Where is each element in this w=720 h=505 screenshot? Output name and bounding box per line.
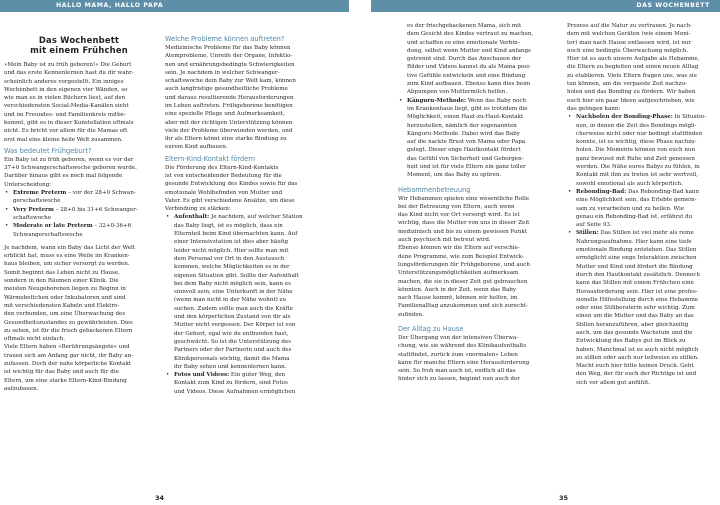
- heading-hebamme: Hebammenbetreuung: [398, 185, 471, 194]
- heading-alltag: Der Alltag zu Hause: [398, 325, 464, 333]
- list-item-text: Wenn das Baby noch im Krankenhaus liegt, gibt es trotzdem die Möglichkeit, einen Haut-zu-Haut-Kontakt herzustellen, nämlich der sogenannten Känguru-Methode. Dabei wird das Baby auf die nackte Brust von Mama oder Papa gelegt. Dieser enge Hautkontakt fördert das Gefühl von Sicherheit und Geborgen- heit und ist für viele Eltern ein ganz toller Moment, um das Baby zu spüren.: [407, 97, 528, 179]
- left-header-title: HALLO MAMA, HALLO PAPA: [56, 2, 164, 9]
- list-item-text: Das Stillen ist viel mehr als reine Nahrungsaufnahme. Hier kann eine tiefe emotionale Bindung entstehen. Das Stillen ermöglicht eine enge Interaktion zwischen Mutter und Kind und fördert die Bindung durch den Hautkontakt zusätzlich. Dennoch kann das Stillen mit einem Frühchen eine Herausforderung sein. Hier ist eine profes- sionelle Hilfestellung durch eine Hebamme oder eine Stillberaterin sehr wichtig. Zum einen um die Mutter und das Baby an das Stillen heranzuführen, aber gleichzeitig auch, um das gesunde Wachstum und die Entwicklung des Babys gut im Blick zu haben. Manchmal ist es auch nicht möglich zu stillen oder auch nur teilweise zu stillen. Macht euch hier bitte keinen Druck. Geht den Weg, der für euch der Richtige ist und sich vor allem gut anfühlt.: [576, 230, 700, 386]
- list-item-term: Rebonding-Bad:: [576, 188, 627, 195]
- list-item: [567, 188, 720, 229]
- list-item: [398, 97, 556, 180]
- bonding-list: [567, 113, 720, 387]
- left-page-column-1: [4, 22, 154, 393]
- list-item-term: Very Preterm: [13, 206, 54, 213]
- chapter-title: [4, 35, 154, 55]
- list-item: [165, 213, 333, 371]
- list-item-term: Nachholen der Bonding-Phase:: [576, 114, 673, 121]
- probleme-paragraph: Medizinische Probleme für das Baby können Atemprobleme, Unreife der Organe, Infektio- nen und ernährungsbedingte Schwierigkeiten sein. Je nachdem in welcher Schwanger- schaftswoche dein Baby zur Welt kam, können auch langfristige gesundheitliche Probleme und daraus resultierende Herausforderungen im Leben auftreten. Frühgeborene benötigen eine spezielle Pflege und Aufmerksamkeit, aber mit der richtigen Unterstützung können viele der Probleme überwunden werden, und ihr als Eltern könnt eine starke Bindung zu eurem Kind aufbauen.: [165, 44, 296, 151]
- preterm-list: [4, 189, 154, 239]
- list-item-term: Stillen:: [576, 230, 599, 237]
- list-item: [567, 113, 720, 188]
- chapter-title-line-2: mit einem Frühchen: [30, 45, 128, 55]
- left-page-header: [0, 0, 349, 12]
- list-item-text: Je nachdem, auf welcher Station das Baby liegt, ist es möglich, dass ein Elternteil beim Kind übernachten kann. Auf einer Intensivstation ist dies aber häufig leider nicht möglich. Hier sollte man mit dem Personal vor Ort in den Austausch kommen, welche Möglichkeiten es in der eigenen Situation gibt. Sollte der Aufenthalt bei dem Baby nicht möglich sein, kann es sinnvoll sein, eine Unterkunft in der Nähe (wenn man nicht in der Nähe wohnt) zu suchen. Zudem sollte man auch die Kräfte und den körperlichen Zustand von dir als Mutter nicht vergessen. Der Körper ist von der Geburt, egal wie du entbunden hast, geschwächt. So ist die Unterstützung des Partners oder der Partnerin und auch des Klinikpersonals wichtig, damit die Mama ihr Baby sehen und kennenlernen kann.: [174, 214, 303, 370]
- page-number-left: 34: [155, 494, 165, 502]
- heading-probleme: Welche Probleme können auftreten?: [165, 35, 285, 43]
- list-item-term: Aufenthalt:: [174, 214, 210, 221]
- list-item: [4, 189, 154, 206]
- intro-paragraph: »Mein Baby ist zu früh geboren!« Die Geburt und das erste Kennenlernen hast du dir wahr- scheinlich anderes vorgestellt. Ein inniges Wochenbett in den eigenen vier Wänden, so wie man es in vielen Büchern liest, auf den verschiedensten Social-Media-Kanälen sieht und im Freundes- und Familienkreis mitbe- kommt, gibt es in dieser Konstellation oftmals nicht. Es bricht vor allem für die Mamas oft erst mal eine kleine heile Welt zusammen.: [4, 62, 134, 143]
- heading-fruehgeburt: Was bedeutet Frühgeburt?: [4, 146, 92, 155]
- right-page-column-1: [398, 22, 556, 384]
- list-item-text: In Situatio- nen, in denen die Zeit des Bondings mögli- cherweise nicht oder nur bedingt stattfinden konnte, ist es wichtig, diese Phase nachzu- holen. Die Momente können von euch nun ganz bewusst mit Ruhe und Zeit genossen werden. Die Nähe eures Babys zu fühlen, in Kontakt mit ihm zu treten ist sehr wertvoll, sowohl emotional als auch körperlich.: [576, 114, 706, 187]
- list-item: [165, 371, 333, 396]
- alltag-paragraph: Der Übergang von der intensiven Überwa- chung, wie sie während des Klinikaufenthalts stattfindet, zurück zum »normalen« Leben kann für manche Eltern eine Herausforderung sein. So froh man auch ist, endlich all das hinter sich zu lassen, beginnt nun auch der: [398, 334, 530, 383]
- hospital-paragraph: Je nachdem, wann ein Baby das Licht der Welt erblickt hat, muss es eine Weile im Kranken- haus bleiben, um sicher versorgt zu werden. Somit beginnt das Leben nicht zu Hause, sondern in den Räumen einer Klinik. Die meisten Neugeborenen liegen zu Beginn in Wärmebettchen oder Inkubatoren und sind mit verschiedensten Kabeln und Elektro- den verbunden, um eine Überwachung des Gesundheitszustandes zu gewährleisten. Dies zu sehen, ist für die frisch gebackenen Eltern oftmals nicht einfach. Viele Eltern haben »Berührungsängste« und trauen sich am Anfang gar nicht, ihr Baby an- zufassen. Doch der nahe körperliche Kontakt ist wichtig für das Baby und auch für die Eltern, um eine starke Eltern-Kind-Bindung aufzubauen.: [4, 244, 136, 392]
- fruehgeburt-paragraph: Ein Baby ist zu früh geboren, wenn es vor der 37+0 Schwangerschaftswoche geboren wurde. Darüber hinaus gibt es noch mal folgende Unterscheidung:: [4, 156, 137, 188]
- list-item: [4, 222, 154, 239]
- list-item-text: Ein guter Weg, den Kontakt zum Kind zu fördern, sind Fotos und Videos. Diese Aufnahmen ermöglichen: [174, 372, 296, 395]
- right-page-header: [371, 0, 720, 12]
- fotos-continuation: es der frischgebackenen Mama, sich mit dem Gesicht des Kindes vertraut zu machen, und schaffen so eine emotionale Verbin- dung, selbst wenn Mutter und Kind anfangs getrennt sind. Durch das Anschauen der Bilder und Videos kannst du als Mama posi- tive Gefühle entwickeln und eine Bindung zum Kind aufbauen. Ebenso kann dies beim Abpumpen von Muttermilch helfen.: [407, 23, 534, 96]
- list-item-text: – 28+0 bis 31+6 Schwanger- schaftswoche: [13, 206, 138, 221]
- list-item-term: Extreme Preterm: [13, 190, 67, 197]
- chapter-title-line-1: Das Wochenbett: [38, 35, 120, 45]
- kanguru-list: [398, 97, 556, 180]
- kontakt-list: [165, 213, 333, 396]
- list-item-term: Känguru-Methode:: [407, 97, 467, 104]
- alltag-continuation: Prozess auf die Natur zu vertrauen. Je nach- dem mit welchen Geräten (wie einem Moni- tor) man nach Hause entlassen wird, ist nur noch eine bedingte Überwachung möglich. Hier ist es auch unsere Aufgabe als Hebamme, die Eltern zu begleiten und einen neuen Alltag zu etablieren. Viele Eltern fragen uns, was sie tun können, um die verpasste Zeit nachzu- holen und das Bonding zu fördern. Wir haben euch hier ein paar Ideen aufgeschrieben, wie das gelingen kann:: [567, 23, 700, 112]
- page-number-right: 35: [559, 494, 569, 502]
- heading-kontakt: Eltern-Kind-Kontakt fördern: [165, 154, 255, 163]
- right-page-column-2: [567, 22, 720, 387]
- list-item-text: Das Rebonding-Bad kann eine Möglichkeit sein, das Erlebte gemein- sam zu verarbeiten und zu heilen. Wie genau ein Rebonding-Bad ist, erfährst du auf Seite 93.: [576, 188, 700, 229]
- list-item-text: – 32+0-36+6 Schwangerschaftswoche: [13, 223, 132, 238]
- list-item-term: Moderate or late Preterm: [13, 223, 93, 230]
- hebamme-paragraph: Wir Hebammen spielen eine wesentliche Rolle bei der Betreuung von Eltern, auch wenn das Kind nicht vor Ort versorgt wird. Es ist wichtig, dass die Mutter von uns in dieser Zeit medizinisch und bis zu einem gewissen Punkt auch psychisch mit betreut wird. Ebenso können wir die Eltern auf verschie- dene Programme, wie zum Beispiel Entwick- lungsförderungen für Frühgeborene, und auch Unterstützungsmöglichkeiten aufmerksam machen, die sie in dieser Zeit gut gebrauchen könnten. Auch in der Zeit, wenn das Baby nach Hause kommt, können wir helfen, im Familienalltag anzukommen und sich zurecht- zufinden.: [398, 195, 530, 318]
- list-item: [4, 206, 154, 223]
- list-item-text: – vor der 28+0 Schwan- gerschaftswoche: [13, 190, 136, 205]
- list-item: [567, 229, 720, 387]
- list-item-term: Fotos und Videos:: [174, 372, 230, 379]
- left-page-column-2: [165, 35, 333, 396]
- kontakt-paragraph: Die Förderung des Eltern-Kind-Kontakts ist von entscheidender Bedeutung für die gesunde Entwicklung des Kindes sowie für das emotionale Wohlbefinden von Mutter und Vater. Es gibt verschiedene Ansätze, um diese Verbindung zu stärken:: [165, 164, 298, 213]
- right-header-title: DAS WOCHENBETT: [636, 2, 710, 9]
